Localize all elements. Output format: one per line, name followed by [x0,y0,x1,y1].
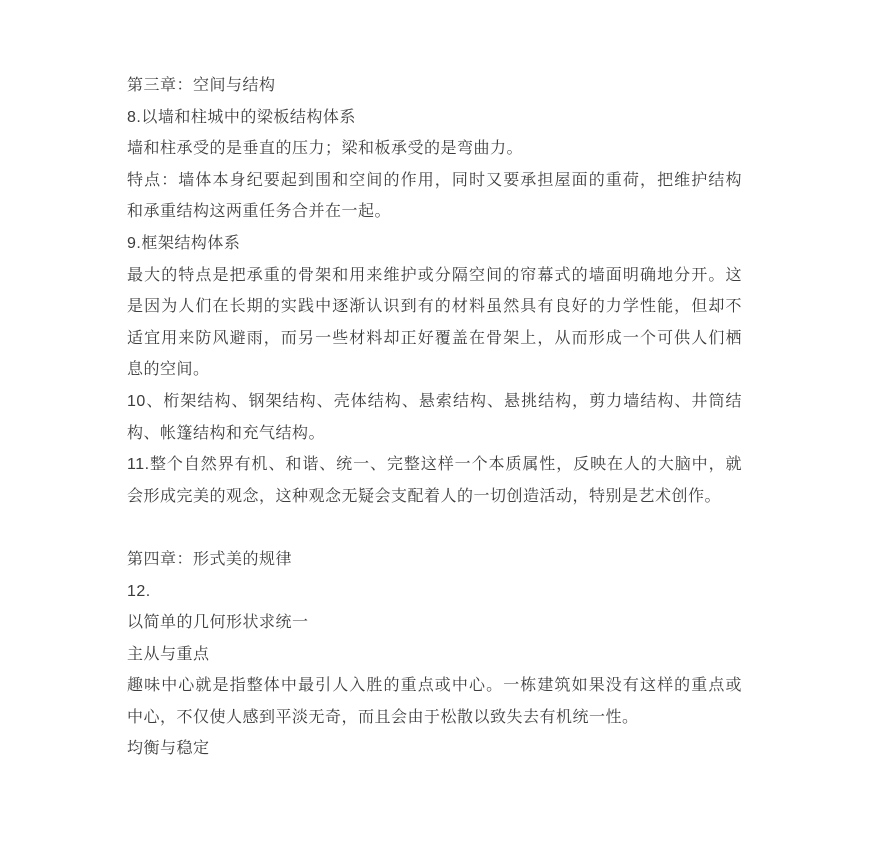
doc-line: 特点：墙体本身纪要起到围和空间的作用，同时又要承担屋面的重荷，把维护结构 [127,171,742,189]
doc-line: 趣味中心就是指整体中最引人入胜的重点或中心。一栋建筑如果没有这样的重点或 [127,677,742,695]
chapter-heading: 第四章：形式美的规律 [127,550,293,568]
doc-line: 最大的特点是把承重的骨架和用来维护或分隔空间的帘幕式的墙面明确地分开。这 [127,266,742,284]
chapter-heading: 第三章：空间与结构 [127,77,276,94]
doc-line: 以简单的几何形状求统一 [127,614,309,632]
doc-line: 会形成完美的观念，这种观念无疑会支配着人的一切创造活动，特别是艺术创作。 [127,487,722,505]
doc-line: 适宜用来防风避雨，而另一些材料却正好覆盖在骨架上，从而形成一个可供人们栖 [127,329,742,347]
doc-line: 是因为人们在长期的实践中逐渐认识到有的材料虽然具有良好的力学性能，但却不 [127,298,742,316]
doc-line-item-9: 9.框架结构体系 [127,234,241,252]
doc-line: 和承重结构这两重任务合并在一起。 [127,203,392,221]
doc-line: 息的空间。 [127,361,210,379]
document-text-block [127,70,742,765]
doc-subheading: 均衡与稳定 [127,740,210,758]
doc-line: 中心，不仅使人感到平淡无奇，而且会由于松散以致失去有机统一性。 [127,708,639,726]
doc-subheading: 主从与重点 [127,645,210,663]
doc-line: 墙和柱承受的是垂直的压力；梁和板承受的是弯曲力。 [127,140,524,158]
doc-line-item-8: 8.以墙和柱城中的梁板结构体系 [127,108,356,126]
blank-line [127,512,742,544]
doc-line-item-11: 11.整个自然界有机、和谐、统一、完整这样一个本质属性，反映在人的大脑中，就 [127,456,742,474]
doc-line-item-10: 10、桁架结构、钢架结构、壳体结构、悬索结构、悬挑结构，剪力墙结构、井筒结 [127,392,742,410]
doc-line: 构、帐篷结构和充气结构。 [127,424,326,442]
doc-line-item-12: 12. [127,582,151,600]
